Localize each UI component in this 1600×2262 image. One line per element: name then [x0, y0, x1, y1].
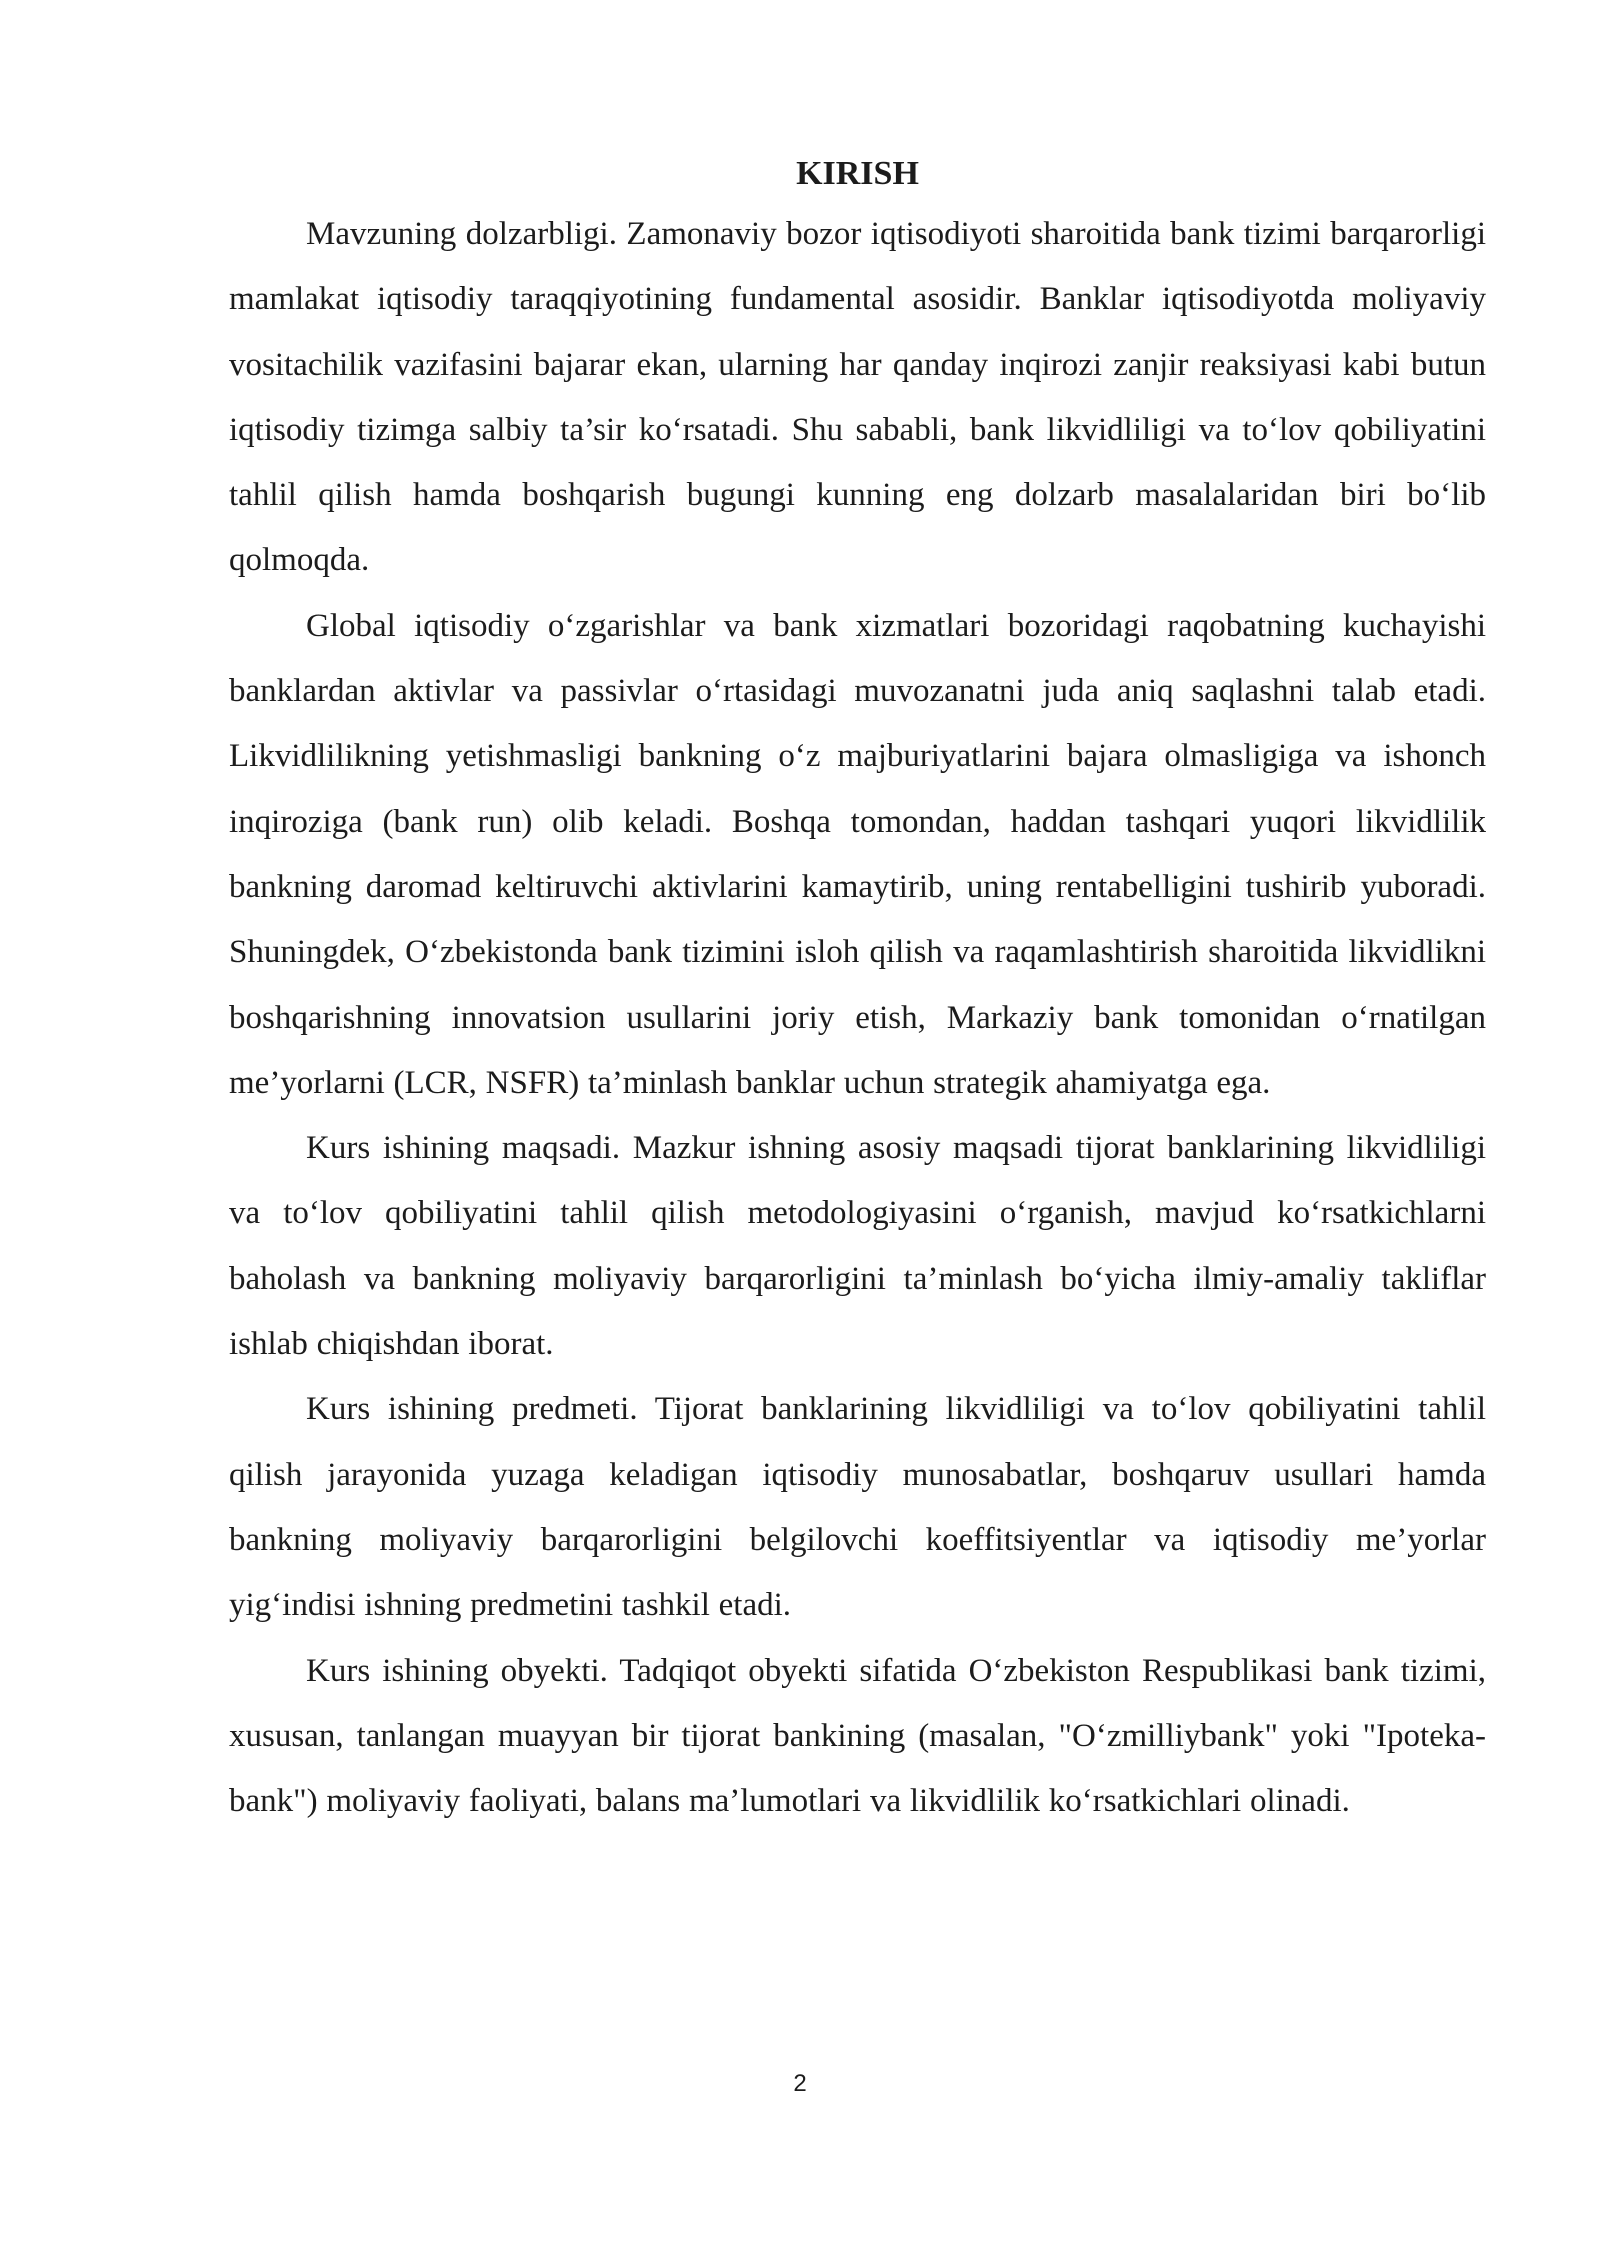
paragraph-global-changes: Global iqtisodiy o‘zgarishlar va bank xizmatlari bozoridagi raqobatning kuchayishi banklardan aktivlar va passivlar o‘rtasidagi muvozanatni juda aniq saqlashni talab etadi. Likvidlilikning yetishmasligi bankning o‘z majburiyatlarini bajara olmasligiga va ishonch inqiroziga (bank run) olib keladi. Boshqa tomondan, haddan tashqari yuqori likvidlilik bankning daromad keltiruvchi aktivlarini kamaytirib, uning rentabelligini tushirib yuboradi. Shuningdek, O‘zbekistonda bank tizimini isloh qilish va raqamlashtirish sharoitida likvidlikni boshqarishning innovatsion usullarini joriy etish, Markaziy bank tomonidan o‘rnatilgan me’yorlarni (LCR, NSFR) ta’minlash banklar uchun strategik ahamiyatga ega.	[229, 607, 1486, 1101]
paragraph-goal: Kurs ishining maqsadi. Mazkur ishning asosiy maqsadi tijorat banklarining likvidliligi va to‘lov qobiliyatini tahlil qilish metodologiyasini o‘rganish, mavjud ko‘rsatkichlarni baholash va bankning moliyaviy barqarorligini ta’minlash bo‘yicha ilmiy-amaliy takliflar ishlab chiqishdan iborat.	[229, 1130, 1486, 1363]
paragraph-object: Kurs ishining obyekti. Tadqiqot obyekti sifatida O‘zbekiston Respublikasi bank tizimi, xususan, tanlangan muayyan bir tijorat bankining (masalan, "O‘zmilliybank" yoki "Ipoteka-bank") moliyaviy faoliyati, balans ma’lumotlari va likvidlilik ko‘rsatkichlari olinadi.	[229, 1652, 1486, 1820]
paragraph-relevance: Mavzuning dolzarbligi. Zamonaviy bozor iqtisodiyoti sharoitida bank tizimi barqarorligi mamlakat iqtisodiy taraqqiyotining fundamental asosidir. Banklar iqtisodiyotda moliyaviy vositachilik vazifasini bajarar ekan, ularning har qanday inqirozi zanjir reaksiyasi kabi butun iqtisodiy tizimga salbiy ta’sir ko‘rsatadi. Shu sababli, bank likvidliligi va to‘lov qobiliyatini tahlil qilish hamda boshqarish bugungi kunning eng dolzarb masalalaridan biri bo‘lib qolmoqda.	[229, 216, 1486, 579]
page-body	[229, 148, 1486, 1834]
paragraph-subject: Kurs ishining predmeti. Tijorat banklarining likvidliligi va to‘lov qobiliyatini tahlil qilish jarayonida yuzaga keladigan iqtisodiy munosabatlar, boshqaruv usullari hamda bankning moliyaviy barqarorligini belgilovchi koeffitsiyentlar va iqtisodiy me’yorlar yig‘indisi ishning predmetini tashkil etadi.	[229, 1391, 1486, 1624]
page-number: 2	[793, 2070, 807, 2097]
section-heading: KIRISH	[796, 155, 919, 192]
